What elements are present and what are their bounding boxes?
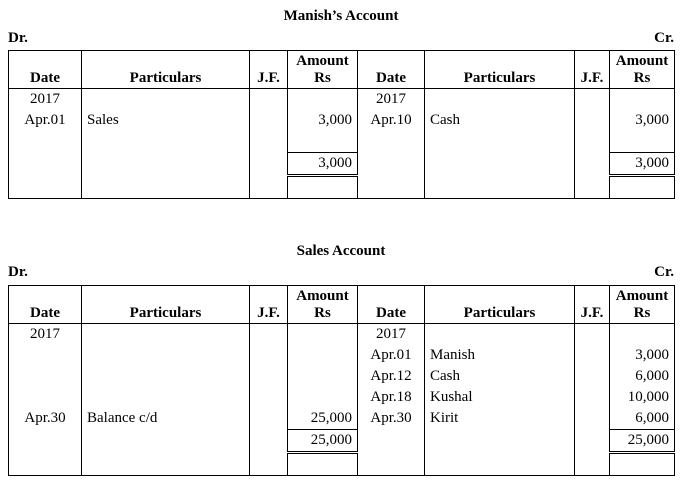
credit-date: Apr.30	[358, 408, 425, 430]
credit-particulars	[425, 89, 575, 111]
dr-label: Dr.	[8, 264, 28, 280]
dr-label: Dr.	[8, 30, 28, 46]
credit-jf	[575, 345, 610, 366]
total-row	[9, 153, 675, 176]
debit-jf	[250, 110, 288, 131]
cr-label: Cr.	[654, 264, 674, 280]
table-row	[9, 110, 675, 131]
header-amount: Amount Rs	[288, 51, 358, 89]
header-particulars: Particulars	[82, 286, 250, 324]
debit-total: 25,000	[288, 430, 358, 453]
credit-particulars: Cash	[425, 366, 575, 387]
credit-date: Apr.18	[358, 387, 425, 408]
table-row	[9, 131, 675, 153]
debit-particulars: Sales	[82, 110, 250, 131]
table-row	[9, 176, 675, 199]
credit-amount: 3,000	[610, 345, 675, 366]
header-jf: J.F.	[575, 51, 610, 89]
table-row	[9, 324, 675, 346]
total-row	[9, 430, 675, 453]
header-particulars: Particulars	[425, 286, 575, 324]
cr-label: Cr.	[654, 30, 674, 46]
header-amount: Amount Rs	[288, 286, 358, 324]
credit-date: Apr.12	[358, 366, 425, 387]
credit-total: 3,000	[610, 153, 675, 176]
account-title: Sales Account	[296, 243, 386, 259]
table-row	[9, 345, 675, 366]
credit-particulars: Cash	[425, 110, 575, 131]
table-row	[9, 89, 675, 111]
credit-particulars: Manish	[425, 345, 575, 366]
header-amount: Amount Rs	[610, 286, 675, 324]
debit-particulars	[82, 89, 250, 111]
header-jf: J.F.	[250, 286, 288, 324]
debit-date: 2017	[9, 324, 82, 346]
credit-amount: 6,000	[610, 408, 675, 430]
header-particulars: Particulars	[82, 51, 250, 89]
credit-total: 25,000	[610, 430, 675, 453]
table-row	[9, 453, 675, 476]
debit-jf	[250, 89, 288, 111]
header-jf: J.F.	[575, 286, 610, 324]
debit-jf	[250, 408, 288, 430]
credit-amount	[610, 89, 675, 111]
credit-particulars: Kirit	[425, 408, 575, 430]
debit-amount	[288, 89, 358, 111]
ledger-header-row	[9, 51, 675, 89]
credit-jf	[575, 387, 610, 408]
credit-amount: 10,000	[610, 387, 675, 408]
debit-date: 2017	[9, 89, 82, 111]
debit-date: Apr.30	[9, 408, 82, 430]
credit-jf	[575, 366, 610, 387]
header-date: Date	[358, 51, 425, 89]
credit-particulars: Kushal	[425, 387, 575, 408]
credit-date: Apr.01	[358, 345, 425, 366]
ledger-table	[8, 50, 675, 199]
debit-amount: 25,000	[288, 408, 358, 430]
debit-amount	[288, 324, 358, 346]
credit-particulars	[425, 324, 575, 346]
debit-amount: 3,000	[288, 110, 358, 131]
table-row	[9, 387, 675, 408]
header-particulars: Particulars	[425, 51, 575, 89]
account-title: Manish’s Account	[283, 8, 399, 24]
credit-amount: 6,000	[610, 366, 675, 387]
credit-jf	[575, 324, 610, 346]
header-date: Date	[9, 286, 82, 324]
ledger-table	[8, 285, 675, 476]
debit-particulars: Balance c/d	[82, 408, 250, 430]
debit-particulars	[82, 324, 250, 346]
credit-date: Apr.10	[358, 110, 425, 131]
credit-jf	[575, 408, 610, 430]
debit-date: Apr.01	[9, 110, 82, 131]
header-jf: J.F.	[250, 51, 288, 89]
header-date: Date	[358, 286, 425, 324]
credit-jf	[575, 110, 610, 131]
credit-amount: 3,000	[610, 110, 675, 131]
credit-date: 2017	[358, 324, 425, 346]
debit-jf	[250, 324, 288, 346]
header-date: Date	[9, 51, 82, 89]
ledger-header-row	[9, 286, 675, 324]
table-row	[9, 366, 675, 387]
header-amount: Amount Rs	[610, 51, 675, 89]
table-row	[9, 408, 675, 430]
credit-jf	[575, 89, 610, 111]
credit-date: 2017	[358, 89, 425, 111]
credit-amount	[610, 324, 675, 346]
debit-total: 3,000	[288, 153, 358, 176]
